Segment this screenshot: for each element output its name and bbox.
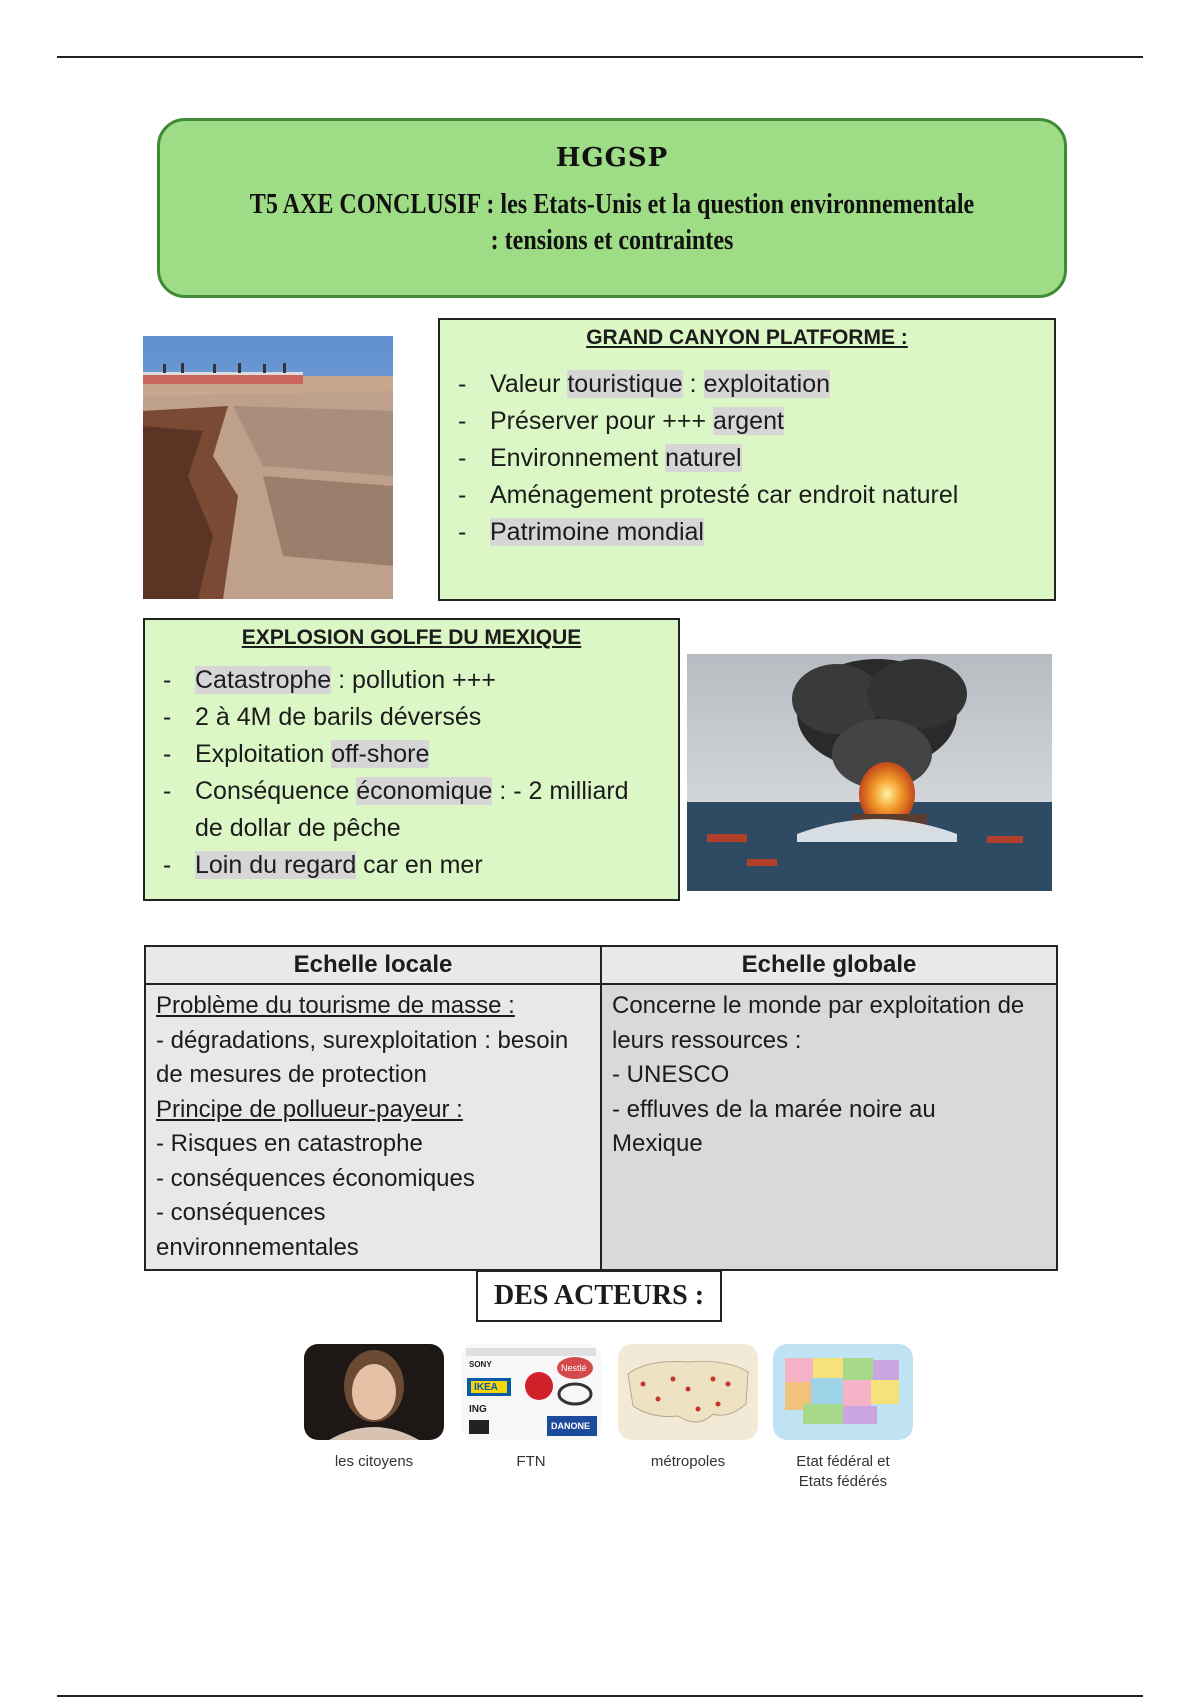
- citizen-portrait-image: [304, 1344, 444, 1440]
- actor-metropoles: [618, 1344, 758, 1472]
- global-intro: Concerne le monde par exploitation de leurs ressources :: [612, 992, 1025, 1054]
- list-item: - 2 à 4M de barils déversés: [145, 699, 678, 736]
- global-scale-header: Echelle globale: [601, 946, 1057, 984]
- actors-heading: DES ACTEURS :: [476, 1270, 722, 1322]
- local-scale-cell: [145, 984, 601, 1270]
- actor-ftn: [461, 1344, 601, 1472]
- actor-caption: Etat fédéral et Etats fédérés: [796, 1453, 890, 1490]
- local-scale-header: Echelle locale: [145, 946, 601, 984]
- local-line: - conséquences économiques: [156, 1164, 475, 1192]
- logo-nestle: Nestlé: [561, 1363, 587, 1373]
- list-item: - Environnement naturel: [440, 440, 1054, 477]
- gulf-heading: EXPLOSION GOLFE DU MEXIQUE: [241, 626, 582, 649]
- local-heading-2: Principe de pollueur-payeur :: [156, 1095, 463, 1123]
- actor-states: [773, 1344, 913, 1492]
- local-text-1: - dégradations, surexploitation : besoin de mesures de protection: [156, 1026, 569, 1088]
- subject-title: HGGSP: [555, 143, 669, 173]
- list-item: - Valeur touristique : exploitation: [440, 366, 1054, 403]
- logo-ing: ING: [469, 1404, 487, 1415]
- list-item: - Loin du regard car en mer: [145, 847, 678, 884]
- us-states-map-image: [773, 1344, 913, 1440]
- gulf-box: [143, 618, 680, 901]
- global-line: - UNESCO: [612, 1061, 730, 1088]
- actor-caption: FTN: [516, 1453, 546, 1470]
- grand-canyon-heading: GRAND CANYON PLATFORME :: [586, 326, 908, 349]
- scales-table: [144, 945, 1058, 1271]
- global-line: - effluves de la marée noire au Mexique: [612, 1095, 936, 1157]
- logo-ikea: IKEA: [474, 1382, 498, 1393]
- list-item: - Exploitation off-shore: [145, 736, 678, 773]
- top-rule: [57, 56, 1143, 58]
- logo-sony: SONY: [469, 1360, 492, 1369]
- list-item: - Aménagement protesté car endroit naturel: [440, 477, 1054, 514]
- gulf-list: [145, 662, 678, 884]
- actor-caption: les citoyens: [334, 1453, 414, 1470]
- list-item: - Catastrophe : pollution +++: [145, 662, 678, 699]
- bottom-rule: [57, 1695, 1143, 1697]
- logo-danone: DANONE: [551, 1421, 591, 1431]
- local-heading-1: Problème du tourisme de masse :: [156, 992, 515, 1019]
- oil-rig-fire-image: [687, 654, 1052, 891]
- actor-citizens: [304, 1344, 444, 1472]
- metropoles-map-image: [618, 1344, 758, 1440]
- list-item: - Patrimoine mondial: [440, 514, 1054, 551]
- local-line: - conséquences environnementales: [156, 1199, 359, 1261]
- global-scale-cell: [601, 984, 1057, 1270]
- title-box: [157, 118, 1067, 298]
- list-item: - Préserver pour +++ argent: [440, 403, 1054, 440]
- local-line: - Risques en catastrophe: [156, 1130, 423, 1157]
- list-item: - Conséquence économique : - 2 milliard de dollar de pêche: [145, 773, 678, 847]
- grand-canyon-box: [438, 318, 1056, 601]
- actor-caption: métropoles: [650, 1453, 726, 1470]
- page-title: T5 AXE CONCLUSIF : les Etats-Unis et la question environnementale : tensions et contraintes: [249, 189, 975, 256]
- grand-canyon-image: [143, 336, 393, 599]
- grand-canyon-list: [440, 366, 1054, 551]
- ftn-logos-image: [461, 1344, 601, 1440]
